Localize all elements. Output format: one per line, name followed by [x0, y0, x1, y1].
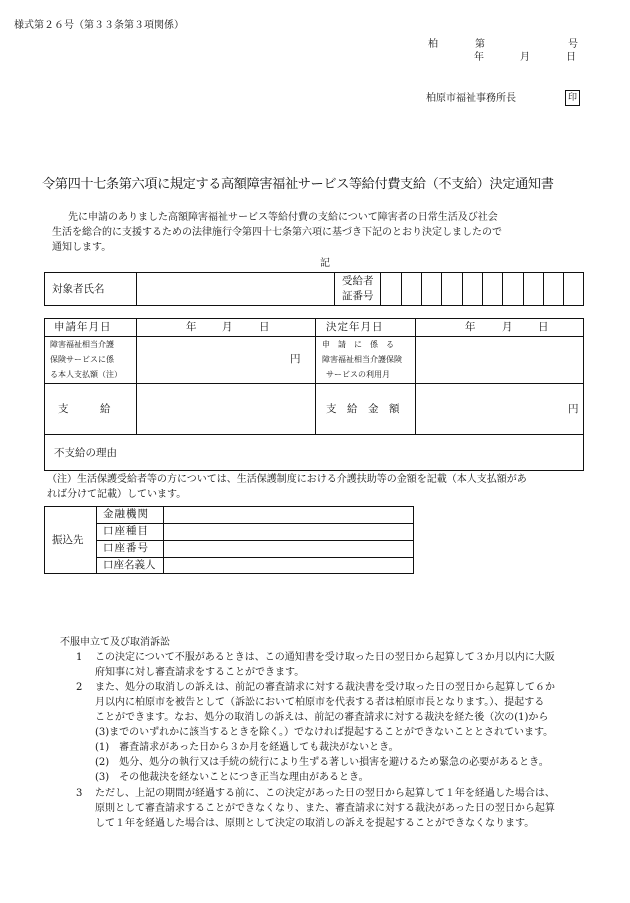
apply-month: 月 — [222, 321, 233, 333]
apply-date-label: 申請年月日 — [54, 321, 112, 333]
use-label-2: 障害福祉相当介護保険 — [322, 355, 402, 364]
appeal-sub-1: (1) 審査請求があった日から３か月を経過しても裁決がないとき。 — [95, 742, 399, 753]
appeal-2-line-3: ことができます。なお、処分の取消しの訴えは、前記の審査請求に対する裁決を経た後（次の(1)から — [95, 712, 549, 723]
burden-label-2: 保険サービスに係 — [50, 355, 114, 364]
appeal-sub-3: (3) その他裁決を経ないことにつき正当な理由があるとき。 — [95, 772, 369, 783]
doc-dai: 第 — [475, 39, 485, 50]
note-line-2: れば分けて記載）しています。 — [47, 489, 187, 500]
appeal-num-2: 2 — [76, 682, 83, 693]
cert-label-2: 証番号 — [342, 290, 374, 302]
doc-prefix: 柏 — [428, 39, 438, 50]
form-number: 様式第２６号（第３３条第３項関係） — [14, 20, 184, 31]
name-label: 対象者氏名 — [52, 283, 105, 295]
note-line-1: （注）生活保護受給者等の方については、生活保護制度における介護扶助等の金額を記載（本人支払額があ — [47, 474, 527, 485]
decision-date-label: 決定年月日 — [326, 321, 384, 333]
decision-table — [44, 318, 584, 471]
appeal-2-line-1: また、処分の取消しの訴えは、前記の審査請求に対する裁決書を受け取った日の翌日から起算して６か — [95, 682, 555, 693]
appeal-1-line-1: この決定について不服があるときは、この通知書を受け取った日の翌日から起算して３か月以内に大阪 — [95, 652, 555, 663]
burden-label-3: る本人支払額（注） — [50, 370, 122, 379]
bank-row-number: 口座番号 — [103, 542, 149, 554]
apply-year: 年 — [186, 321, 197, 333]
burden-label-1: 障害福祉相当介護 — [50, 340, 114, 349]
apply-day: 日 — [259, 321, 270, 333]
burden-yen: 円 — [290, 353, 301, 365]
date-day: 日 — [566, 52, 576, 63]
amount-label: 支 給 金 額 — [326, 403, 400, 415]
appeal-num-3: 3 — [76, 788, 83, 799]
bank-row-institution: 金融機関 — [103, 508, 149, 520]
appeal-2-line-2: 月以内に柏原市を被告として（訴訟において柏原市を代表する者は柏原市長となります。）、提起する — [95, 697, 545, 708]
decision-month: 月 — [502, 321, 513, 333]
use-label-1: 申 請 に 係 る — [322, 340, 394, 349]
appeal-heading: 不服申立て及び取消訴訟 — [60, 637, 170, 648]
decision-day: 日 — [538, 321, 549, 333]
date-year: 年 — [474, 52, 484, 63]
intro-line-1: 先に申請のありました高額障害福祉サービス等給付費の支給について障害者の日常生活及び社会 — [68, 212, 498, 223]
date-month: 月 — [520, 52, 530, 63]
use-label-3: サービスの利用月 — [326, 370, 390, 379]
page-title: 令第四十七条第六項に規定する高額障害福祉サービス等給付費支給（不支給）決定通知書 — [42, 177, 554, 192]
decision-year: 年 — [465, 321, 476, 333]
ki-label: 記 — [320, 258, 330, 269]
bank-heading: 振込先 — [52, 534, 84, 546]
bank-row-holder: 口座名義人 — [103, 559, 156, 571]
appeal-sub-2: (2) 処分、処分の執行又は手続の続行により生ずる著しい損害を避けるため緊急の必要があるとき。 — [95, 757, 549, 768]
appeal-2-line-4: (3)までのいずれかに該当するときを除く。）でなければ提起することができないこととされています。 — [95, 727, 554, 738]
appeal-num-1: 1 — [76, 652, 83, 663]
appeal-3-line-1: ただし、上記の期間が経過する前に、この決定があった日の翌日から起算して１年を経過した場合は、 — [95, 788, 555, 799]
bank-row-type: 口座種目 — [103, 525, 149, 537]
cert-label-1: 受給者 — [342, 275, 374, 287]
seal-mark: 印 — [565, 90, 580, 106]
appeal-1-line-2: 府知事に対し審査請求をすることができます。 — [95, 667, 305, 678]
appeal-3-line-2: 原則として審査請求することができなくなり、また、審査請求に対する裁決があった日の翌日から起算 — [95, 803, 555, 814]
recipient-table — [44, 272, 584, 306]
intro-line-2: 生活を総合的に支援するための法律施行令第四十七条第六項に基づき下記のとおり決定しましたので — [52, 227, 502, 238]
reason-label: 不支給の理由 — [54, 447, 117, 459]
doc-go: 号 — [568, 39, 578, 50]
payment-label: 支 給 — [58, 403, 111, 415]
intro-line-3: 通知します。 — [52, 242, 112, 253]
amount-yen: 円 — [568, 403, 579, 415]
issuer: 柏原市福祉事務所長 — [426, 93, 516, 104]
appeal-3-line-3: して１年を経過した場合は、原則として決定の取消しの訴えを提起することができなくなります。 — [95, 818, 535, 829]
